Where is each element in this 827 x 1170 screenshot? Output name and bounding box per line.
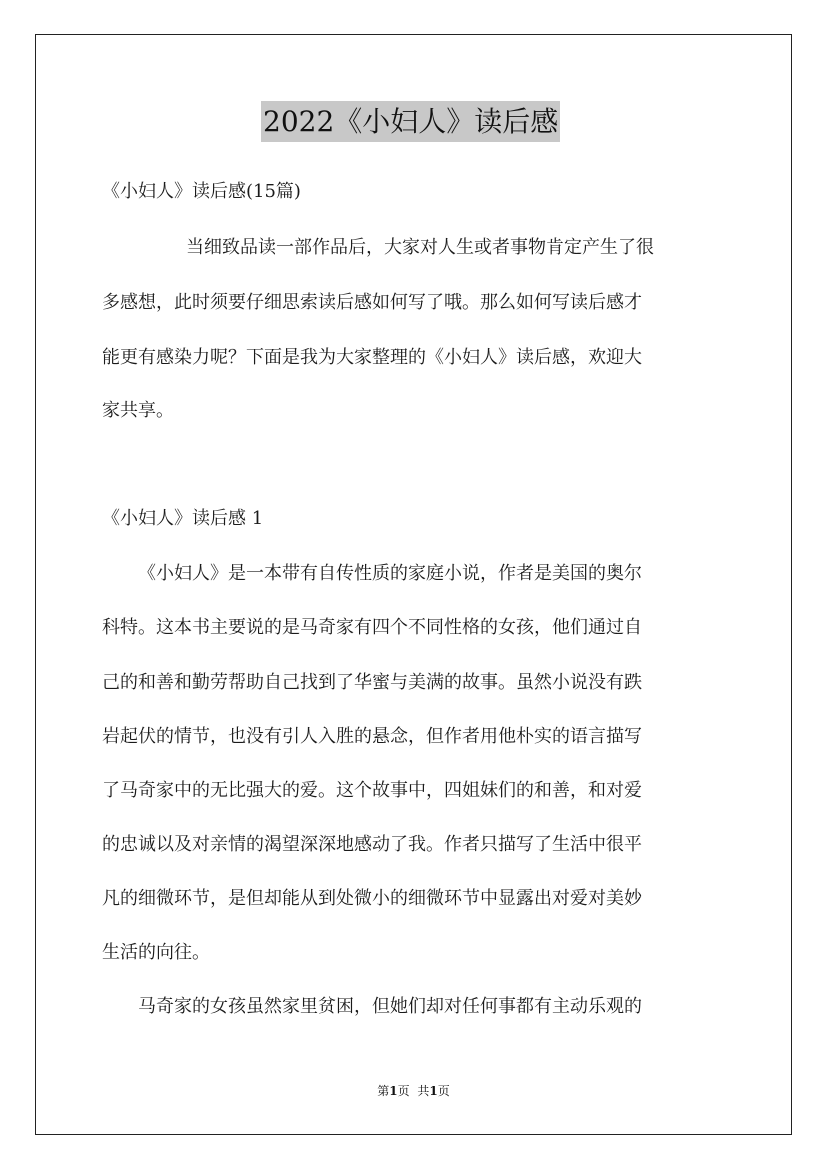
paragraph-line: 的忠诚以及对亲情的渴望深深地感动了我。作者只描写了生活中很平 (102, 834, 642, 855)
paragraph-line: 岩起伏的情节，也没有引人入胜的悬念，但作者用他朴实的语言描写 (102, 726, 642, 747)
page-footer (0, 1083, 827, 1099)
paragraph-line: 生活的向往。 (102, 942, 210, 963)
footer-total-prefix: 共 (417, 1084, 430, 1098)
paragraph-line: 《小妇人》是一本带有自传性质的家庭小说，作者是美国的奥尔 (138, 563, 642, 584)
intro-line: 能更有感染力呢？下面是我为大家整理的《小妇人》读后感，欢迎大 (102, 347, 642, 368)
intro-line: 多感想，此时须要仔细思索读后感如何写了哦。那么如何写读后感才 (102, 292, 642, 313)
paragraph-line: 了马奇家中的无比强大的爱。这个故事中，四姐妹们的和善，和对爱 (102, 780, 642, 801)
intro-line: 家共享。 (102, 400, 174, 421)
paragraph-line: 己的和善和勤劳帮助自己找到了华蜜与美满的故事。虽然小说没有跌 (102, 672, 642, 693)
footer-page-number: 1 (389, 1084, 398, 1098)
footer-page-suffix: 页 (397, 1084, 410, 1098)
footer-total-pages: 1 (429, 1084, 438, 1098)
footer-page-prefix: 第 (377, 1084, 390, 1098)
section-heading: 《小妇人》读后感 1 (102, 508, 264, 529)
intro-line: 当细致品读一部作品后，大家对人生或者事物肯定产生了很 (186, 237, 654, 258)
footer-total-suffix: 页 (437, 1084, 450, 1098)
document-title: 2022《小妇人》读后感 (261, 101, 560, 142)
document-subtitle: 《小妇人》读后感(15篇) (102, 181, 301, 202)
paragraph-line: 科特。这本书主要说的是马奇家有四个不同性格的女孩，他们通过自 (102, 617, 642, 638)
paragraph-line: 马奇家的女孩虽然家里贫困，但她们却对任何事都有主动乐观的 (138, 996, 642, 1017)
paragraph-line: 凡的细微环节，是但却能从到处微小的细微环节中显露出对爱对美妙 (102, 888, 642, 909)
